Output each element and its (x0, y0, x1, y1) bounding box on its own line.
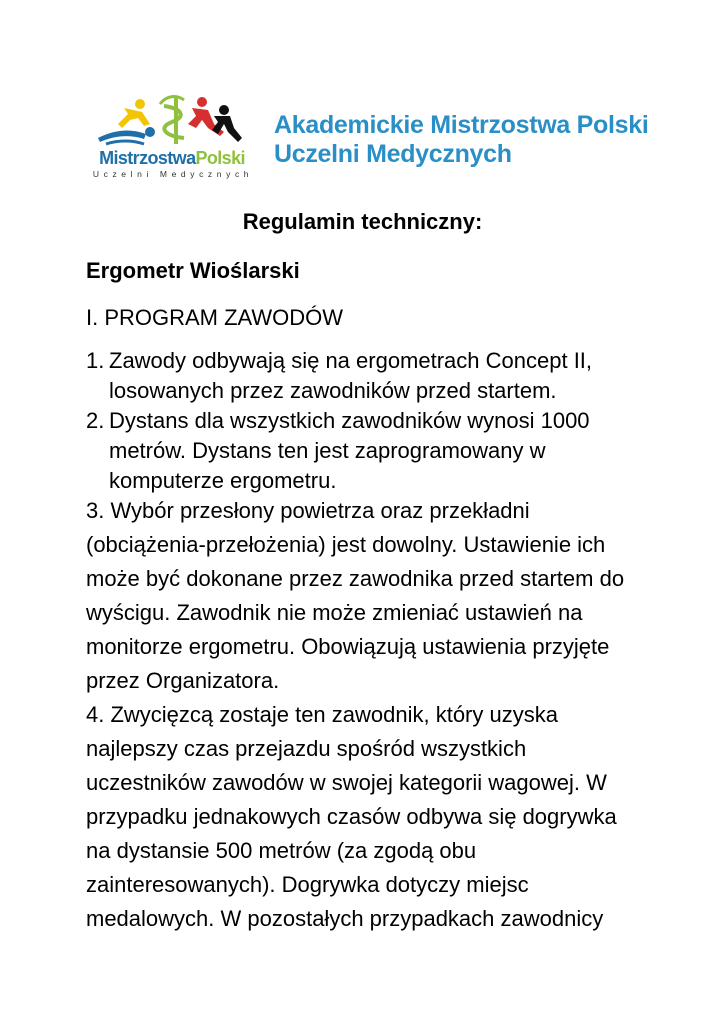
list-item-line: losowanych przez zawodników przed startem. (109, 378, 557, 403)
section-heading: I. PROGRAM ZAWODÓW (86, 305, 344, 330)
list-item-number: 1. (86, 348, 105, 373)
numbered-list (86, 346, 646, 496)
header-title-line-2: Uczelni Medycznych (274, 140, 512, 168)
list-item (86, 406, 646, 496)
header-title (274, 111, 694, 169)
paragraph-line: może być dokonane przez zawodnika przed startem do (86, 566, 625, 591)
paragraph-line: zainteresowanych). Dogrywka dotyczy miejsc (86, 872, 529, 897)
list-item-line: Dystans dla wszystkich zawodników wynosi 1000 (109, 408, 590, 433)
paragraph-line: uczestników zawodów w swojej kategorii wagowej. W (86, 770, 607, 795)
logo-word-1: Mistrzostwa (99, 148, 196, 168)
list-item-line: metrów. Dystans ten jest zaprogramowany w (109, 438, 546, 463)
paragraph-line: 3. Wybór przesłony powietrza oraz przekładni (86, 498, 530, 523)
list-item-line: komputerze ergometru. (109, 468, 337, 493)
page-subtitle: Ergometr Wioślarski (86, 258, 300, 283)
list-item-number: 2. (86, 408, 105, 433)
paragraph-line: przez Organizatora. (86, 668, 280, 693)
paragraph-line: 4. Zwycięzcą zostaje ten zawodnik, który uzyska (86, 702, 558, 727)
paragraph-line: przypadku jednakowych czasów odbywa się dogrywka (86, 804, 617, 829)
logo-wordmark (84, 148, 260, 168)
paragraph-line: na dystansie 500 metrów (za zgodą obu (86, 838, 477, 863)
logo-subtitle: Uczelni Medycznych (92, 169, 254, 179)
paragraph-line: najlepszy czas przejazdu spośród wszystkich (86, 736, 527, 761)
paragraph-line: wyścigu. Zawodnik nie może zmieniać ustawień na (86, 600, 583, 625)
paragraph-3 (86, 494, 646, 698)
header-title-line-1: Akademickie Mistrzostwa Polski (274, 111, 649, 139)
logo (84, 94, 260, 182)
paragraph-line: (obciążenia-przełożenia) jest dowolny. Ustawienie ich (86, 532, 606, 557)
page-title: Regulamin techniczny: (242, 209, 483, 234)
list-item-line: Zawody odbywają się na ergometrach Concept II, (109, 348, 593, 373)
paragraph-4 (86, 698, 646, 936)
paragraph-line: monitorze ergometru. Obowiązują ustawienia przyjęte (86, 634, 610, 659)
logo-word-2: Polski (195, 148, 245, 168)
athletes-logo-icon (84, 94, 260, 150)
list-item (86, 346, 646, 406)
paragraph-line: medalowych. W pozostałych przypadkach zawodnicy (86, 906, 604, 931)
